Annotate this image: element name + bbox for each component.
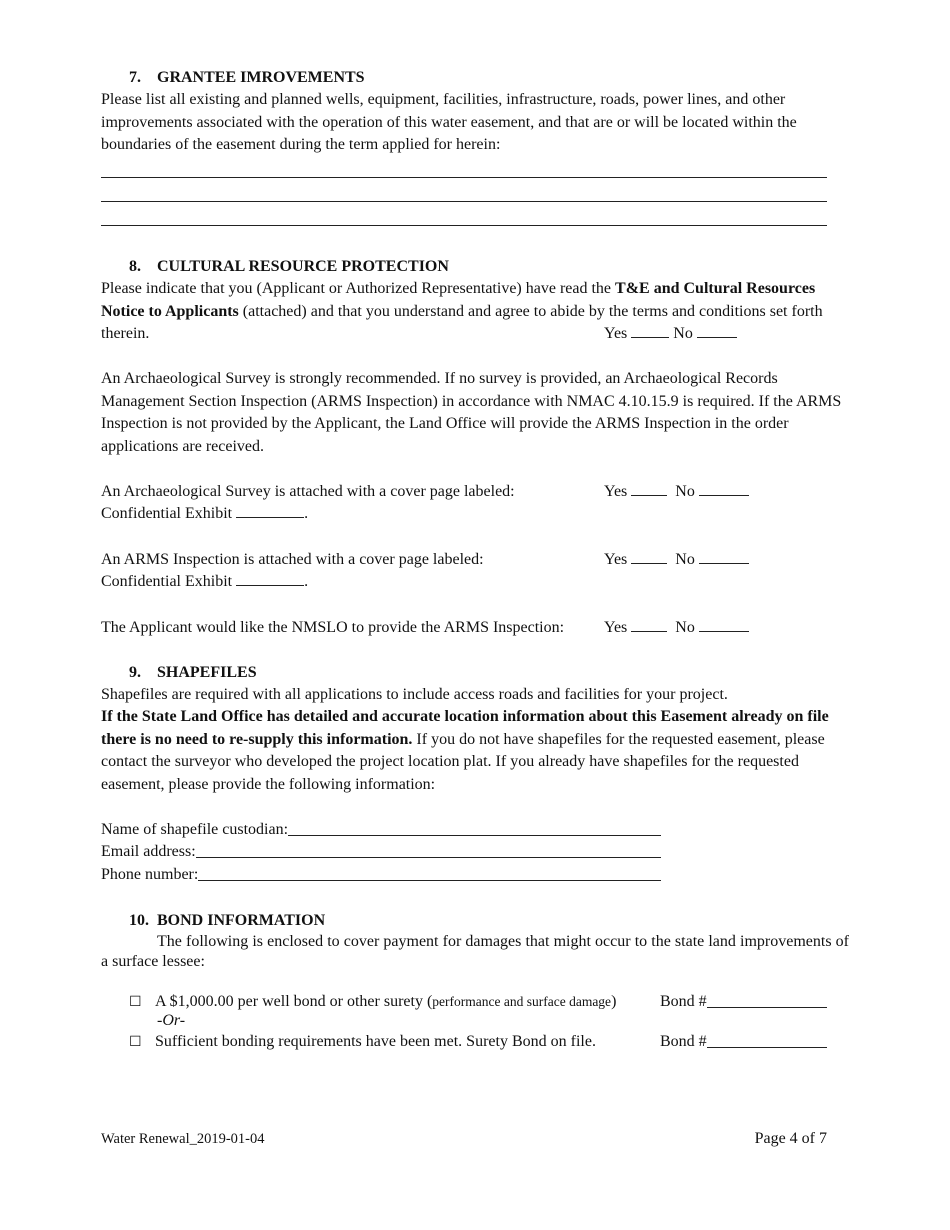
- arms-yes-blank[interactable]: [631, 549, 667, 564]
- p1-text-a: Please indicate that you (Applicant or Authorized Representative) have read the: [101, 280, 616, 297]
- improvements-line-1[interactable]: [101, 177, 827, 178]
- phone-label: Phone number:: [101, 866, 199, 883]
- nmslo-yes-no: [604, 617, 749, 640]
- bond-number-2-field[interactable]: [707, 1031, 827, 1048]
- email-row: [101, 841, 661, 864]
- checkbox-icon[interactable]: ☐: [129, 1034, 142, 1050]
- survey-question: An Archaeological Survey is attached with a cover page labeled:: [101, 483, 515, 500]
- yes-label: Yes: [604, 325, 628, 342]
- improvements-line-2[interactable]: [101, 201, 827, 202]
- yes-label: Yes: [604, 619, 628, 636]
- custodian-row: [101, 819, 661, 842]
- section-10-number: 10.: [129, 912, 149, 929]
- arms-exhibit-blank[interactable]: [236, 571, 304, 586]
- footer-doc-id: Water Renewal_2019-01-04: [101, 1131, 265, 1147]
- section-7-title: GRANTEE IMROVEMENTS: [157, 69, 365, 86]
- survey-exhibit: [101, 503, 308, 526]
- notice-title: T&E and Cultural Resources Notice to Applicants: [101, 280, 816, 320]
- notice-no-blank[interactable]: [697, 323, 737, 338]
- section-9-paragraph-1: Shapefiles are required with all applications to include access roads and facilities for your project.: [101, 686, 728, 703]
- arms-no-blank[interactable]: [699, 549, 749, 564]
- bond-option-2: [129, 1031, 596, 1054]
- custodian-field[interactable]: [288, 819, 661, 836]
- phone-row: [101, 864, 661, 887]
- paren: ): [611, 993, 617, 1010]
- bond-number-1: [660, 991, 827, 1014]
- exhibit-label: Confidential Exhibit: [101, 505, 233, 522]
- section-9-title: SHAPEFILES: [157, 664, 257, 681]
- section-9-paragraph-2: [101, 706, 836, 796]
- exhibit-label: Confidential Exhibit: [101, 573, 233, 590]
- survey-yes-no: [604, 481, 749, 504]
- section-9-heading: [129, 662, 257, 685]
- email-label: Email address:: [101, 843, 196, 860]
- nmslo-yes-blank[interactable]: [631, 617, 667, 632]
- footer-page-number: Page 4 of 7: [754, 1130, 827, 1147]
- shapefile-notice-bold: If the State Land Office has detailed and accurate location information about this Easement already on file there is no need to re-supply this information.: [101, 708, 829, 748]
- no-label: No: [675, 483, 695, 500]
- period: .: [304, 505, 309, 522]
- survey-no-blank[interactable]: [699, 481, 749, 496]
- section-8-paragraph-2: An Archaeological Survey is strongly recommended. If no survey is provided, an Archaeological Records Management Section Inspection (ARMS Inspection) in accordance with NMAC 4.10.15.9 is required. If the ARMS Inspection is not provided by the Applicant, the Land Office will provide the ARMS Inspection in the order applications are received.: [101, 370, 842, 455]
- bond-option-1-text: A $1,000.00 per well bond or other surety (: [155, 993, 433, 1010]
- arms-question: An ARMS Inspection is attached with a cover page labeled:: [101, 551, 484, 568]
- nmslo-no-blank[interactable]: [699, 617, 749, 632]
- checkbox-icon[interactable]: ☐: [129, 994, 142, 1010]
- custodian-label: Name of shapefile custodian:: [101, 821, 289, 838]
- p1-text-b: (attached) and that you understand and agree to abide by the terms and conditions set forth therein.: [101, 302, 823, 342]
- section-9-number: 9.: [129, 664, 141, 681]
- survey-yes-blank[interactable]: [631, 481, 667, 496]
- bond-number-2: [660, 1031, 827, 1054]
- bond-option-1-small: performance and surface damage: [432, 994, 612, 1009]
- arms-exhibit: [101, 571, 308, 594]
- bond-number-1-field[interactable]: [707, 991, 827, 1008]
- yes-label: Yes: [604, 483, 628, 500]
- section-10-title: BOND INFORMATION: [157, 912, 326, 929]
- bond-label: Bond #: [660, 993, 707, 1010]
- email-field[interactable]: [196, 841, 661, 858]
- no-label: No: [673, 325, 693, 342]
- section-10-heading: [129, 910, 325, 933]
- section-7-text: Please list all existing and planned wells, equipment, facilities, infrastructure, roads, power lines, and other improvements associated with the operation of this water easement, and that are or will be located within the boundaries of the easement during the term applied for herein:: [101, 91, 797, 153]
- nmslo-question: The Applicant would like the NMSLO to provide the ARMS Inspection:: [101, 619, 565, 636]
- read-notice-yes-no: [604, 323, 737, 346]
- no-label: No: [675, 619, 695, 636]
- section-7-number: 7.: [129, 69, 141, 86]
- phone-field[interactable]: [198, 864, 661, 881]
- notice-yes-blank[interactable]: [631, 323, 669, 338]
- improvements-line-3[interactable]: [101, 225, 827, 226]
- arms-yes-no: [604, 549, 749, 572]
- section-7-heading: [129, 67, 365, 90]
- shapefile-notice-rest: If you do not have shapefiles for the requested easement, please contact the surveyor who developed the project location plat. If you already have shapefiles for the requested easement, please provide the following information:: [101, 730, 825, 793]
- section-8-number: 8.: [129, 258, 141, 275]
- section-10-text: The following is enclosed to cover payment for damages that might occur to the state land improvements of a surface lessee:: [101, 933, 849, 970]
- no-label: No: [675, 551, 695, 568]
- period: .: [304, 573, 309, 590]
- survey-exhibit-blank[interactable]: [236, 503, 304, 518]
- section-8-heading: [129, 256, 449, 279]
- yes-label: Yes: [604, 551, 628, 568]
- bond-option-2-text: Sufficient bonding requirements have been met. Surety Bond on file.: [155, 1033, 596, 1050]
- bond-label: Bond #: [660, 1033, 707, 1050]
- or-separator: -Or-: [157, 1012, 186, 1029]
- section-8-title: CULTURAL RESOURCE PROTECTION: [157, 258, 449, 275]
